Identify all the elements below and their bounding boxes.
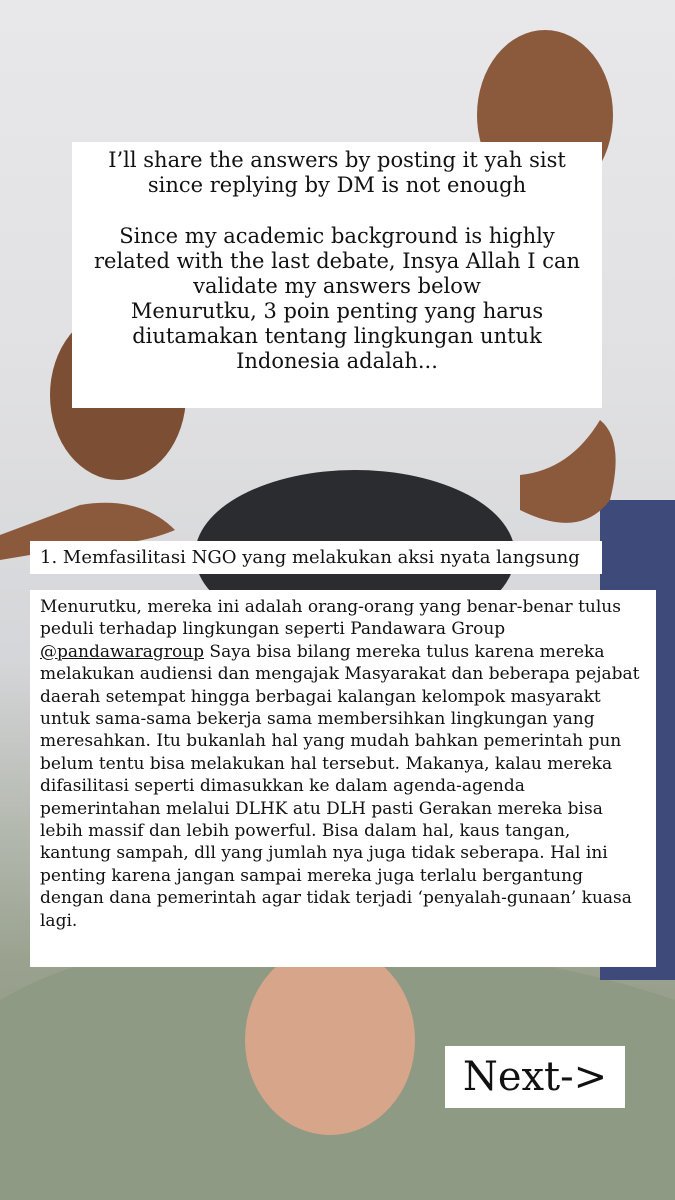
intro-text-box — [72, 142, 602, 408]
intro-line-2: Since my academic background is highly related with the last debate, Insya Allah I can validate my answers below — [93, 224, 580, 298]
intro-line-1: I’ll share the answers by posting it yah sist since replying by DM is not enough — [108, 148, 566, 197]
intro-spacer — [84, 198, 590, 224]
point-heading: 1. Memfasilitasi NGO yang melakukan aksi nyata langsung — [40, 547, 580, 568]
body-text-part-2: Saya bisa bilang mereka tulus karena mereka melakukan audiensi dan mengajak Masyarakat dan beberapa pejabat daerah setempat hingga berbagai kalangan kelompok masyarakt untuk sama-sama bekerja sama membersihkan lingkungan yang meresahkan. Itu bukanlah hal yang mudah bahkan pemerintah pun belum tentu bisa melakukan hal tersebut. Makanya, kalau mereka difasilitasi seperti dimasukkan ke dalam agenda-agenda pemerintahan melalui DLHK atu DLH pasti Gerakan mereka bisa lebih massif dan lebih powerful. Bisa dalam hal, kaus tangan, kantung sampah, dll yang jumlah nya juga tidak seberapa. Hal ini penting karena jangan sampai mereka juga terlalu bergantung dengan dana pemerintah agar tidak terjadi ‘penyalah-gunaan’ kuasa lagi. — [40, 641, 640, 931]
right-hand-shape — [520, 420, 616, 523]
fist-shape — [245, 945, 415, 1135]
intro-line-3: Menurutku, 3 poin penting yang harus diutamakan tentang lingkungan untuk Indonesia adalah... — [130, 299, 544, 373]
next-label: Next-> — [462, 1054, 608, 1100]
explanation-text-box — [30, 590, 656, 967]
body-text-part-1: Menurutku, mereka ini adalah orang-orang yang benar-benar tulus peduli terhadap lingkungan seperti Pandawara Group — [40, 597, 621, 640]
point-heading-box — [30, 541, 602, 574]
pandawara-mention-link[interactable]: @pandawaragroup — [40, 641, 205, 662]
next-button[interactable] — [445, 1046, 625, 1108]
